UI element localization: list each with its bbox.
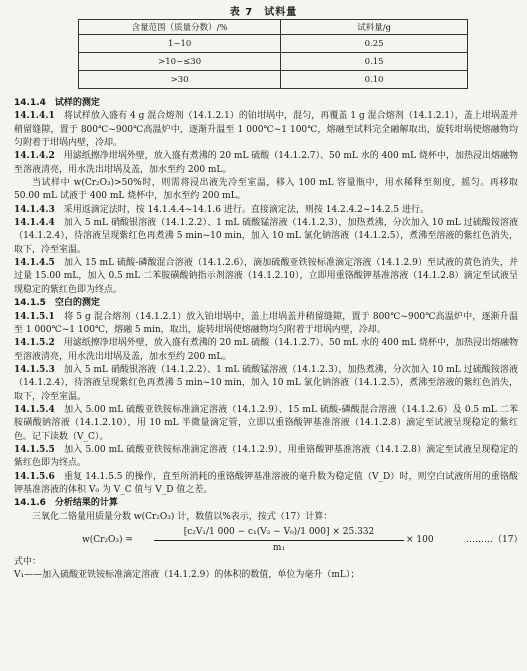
table-cell: >30	[79, 71, 281, 89]
paragraph	[14, 311, 518, 338]
clause-number: 14.1.5.5	[14, 444, 55, 455]
clause-number: 14.1.4.2	[14, 151, 55, 162]
table-header-cell: 试料量/g	[281, 20, 468, 35]
clause-number: 14.1.5.6	[14, 471, 55, 482]
clause-text: 将 5 g 混合熔剂（14.1.2.1）放入铂坩埚中，盖上坩埚盖并稍留缝隙，置于 800℃~900℃高温炉中，逐渐升温至 1 000℃~1 100℃，熔融 5 min，取出，旋转坩埚使熔融物均匀附着于坩埚内壁，冷却。	[14, 311, 518, 335]
clause-text: 将试样放入盛有 4 g 混合熔剂（14.1.2.1）的铂坩埚中，混匀，再覆盖 1 g 混合熔剂（14.1.2.1），盖上坩埚盖并稍留缝隙，置于 800℃~900℃高温炉中，逐渐升温至 1 000℃~1 100℃，熔融至试料完全融解取出，旋转坩埚使熔融物均匀附着于坩埚内壁，冷却。	[14, 111, 518, 149]
section-heading: 14.1.6 分析结果的计算	[14, 498, 118, 509]
table-row	[79, 53, 468, 71]
clause-text: 加入 5 mL 硝酸银溶液（14.1.2.2）、1 mL 硫酸锰溶液（14.1.2.3），加热煮沸，分次加入 10 mL 过硫酸铵溶液（14.1.2.4），待溶液呈现紫红色再煮沸 5 min~10 min，加入 10 mL 氯化钠溶液（14.1.2.5），煮沸至溶液的紫红色消失，取下，冷至室温。	[14, 364, 518, 402]
clause-text: 加入 15 mL 硫酸-磷酸混合溶液（14.1.2.6），滴加硫酸亚铁铵标准滴定溶液（14.1.2.9）至试液的黄色消失，并过量 15.00 mL，加入 0.5 mL 二苯胺磺酸钠指示剂溶液（14.1.2.10），立即用重铬酸钾基准溶液（14.1.2.8）滴定至试液呈现稳定的紫红色即为终点。	[14, 258, 518, 295]
clause-text: 加入 5.00 mL 硫酸亚铁铵标准滴定溶液（14.1.2.9）、15 mL 硫酸-磷酸混合溶液（14.1.2.6）及 0.5 mL 二苯胺磺酸钠溶液（14.1.2.10），用 10 mL 半微量滴定管，立即以重铬酸钾基准溶液（14.1.2.8）滴定至试液呈现稳定的紫红色。记下读数（V_C）。	[14, 404, 518, 442]
clause-number: 14.1.4.5	[14, 258, 55, 269]
clause-number: 14.1.5.2	[14, 338, 55, 349]
clause-number: 14.1.4.3	[14, 204, 55, 215]
formula-multiplier: × 100	[406, 535, 434, 545]
paragraph	[14, 204, 518, 217]
table-cell: 0.15	[281, 53, 468, 71]
table-cell: 0.10	[281, 71, 468, 89]
table-row	[79, 35, 468, 53]
table-header-row	[79, 20, 468, 35]
sample-mass-table	[78, 19, 468, 89]
section-heading: 14.1.5 空白的测定	[14, 298, 100, 309]
body-text	[14, 97, 523, 583]
paragraph: 当试样中 w(Cr₂O₃)>50%时，则需将浸出液先冷至室温，移入 100 mL 容量瓶中，用水稀释至刻度，摇匀。再移取 50.00 mL 试液于 400 mL 烧杯中，加水至约 200 mL。	[14, 178, 518, 202]
table-row	[79, 71, 468, 89]
paragraph	[14, 444, 518, 471]
formula-17	[14, 526, 523, 554]
table-cell: >10~≤30	[79, 53, 281, 71]
clause-text: 用滤纸擦净坩埚外壁，放入盛有煮沸的 20 mL 硫酸（14.1.2.7）、50 mL 水的 400 mL 烧杯中，加热浸出熔融物至溶液清亮，用水洗出坩埚及盖，加水至约 200 mL。	[14, 151, 518, 175]
formula-numerator: [c₂V₁/1 000 − c₁(V₂ − V₀)/1 000] × 25.332	[154, 526, 404, 541]
table-cell: 0.25	[281, 35, 468, 53]
formula-denominator: m₁	[272, 543, 286, 554]
paragraph	[14, 257, 518, 297]
clause-number: 14.1.5.4	[14, 404, 55, 415]
clause-number: 14.1.5.1	[14, 311, 55, 322]
clause-number: 14.1.5.3	[14, 364, 55, 375]
table-cell: 1~10	[79, 35, 281, 53]
formula-number: ………（17）	[466, 535, 523, 545]
paragraph	[14, 364, 518, 404]
paragraph	[14, 471, 518, 498]
paragraph: V₁——加入硫酸亚铁铵标准滴定溶液（14.1.2.9）的体积的数值，单位为毫升（mL）；	[14, 570, 360, 581]
paragraph	[14, 337, 518, 364]
paragraph	[14, 217, 518, 257]
table-header-cell: 含量范围（质量分数）/%	[79, 20, 281, 35]
paragraph: 三氧化二铬量用质量分数 w(Cr₂O₃) 计，数值以%表示，按式（17）计算：	[32, 511, 333, 522]
clause-number: 14.1.4.1	[14, 111, 55, 122]
section-heading: 14.1.4 试样的测定	[14, 98, 100, 108]
table-caption: 表 7 试料量	[229, 7, 298, 18]
clause-text: 加入 5.00 mL 硫酸亚铁铵标准滴定溶液（14.1.2.9），用重铬酸钾基准溶液（14.1.2.8）滴定至试液呈现稳定的紫红色即为终点。	[14, 444, 518, 469]
paragraph	[14, 150, 518, 177]
paragraph	[14, 404, 518, 444]
paragraph	[14, 110, 518, 150]
formula-fraction	[154, 526, 404, 556]
clause-text: 采用返滴定法时，按 14.1.4.4~14.1.6 进行。直接滴定法，则按 14.2.4.2~14.2.5 进行。	[63, 204, 429, 215]
clause-text: 加入 5 mL 硝酸银溶液（14.1.2.2）、1 mL 硫酸锰溶液（14.1.2.3），加热煮沸，分次加入 10 mL 过硫酸铵溶液（14.1.2.4），待溶液呈现紫红色再煮沸 5 min~10 min，加入 10 mL 氯化钠溶液（14.1.2.5），煮沸至溶液的紫红色消失，取下，冷至室温。	[14, 218, 518, 255]
clause-text: 用滤纸擦净坩埚外壁，放入盛有煮沸的 20 mL 硫酸（14.1.2.7）、50 mL 水的 400 mL 烧杯中，加热浸出熔融物至溶液清亮，用水洗出坩埚及盖，加水至约 200 mL。	[14, 338, 518, 362]
clause-text: 重复 14.1.5.5 的操作，直至所消耗的重铬酸钾基准溶液的毫升数为稳定值（V_D）时，则空白试液所用的重铬酸钾基准溶液的体积 V₀ 为 V_C 值与 V_D 值之差。	[14, 471, 518, 495]
clause-number: 14.1.4.4	[14, 218, 55, 229]
paragraph: 式中：	[14, 557, 42, 567]
formula-lhs: w(Cr₂O₃) =	[82, 535, 133, 545]
